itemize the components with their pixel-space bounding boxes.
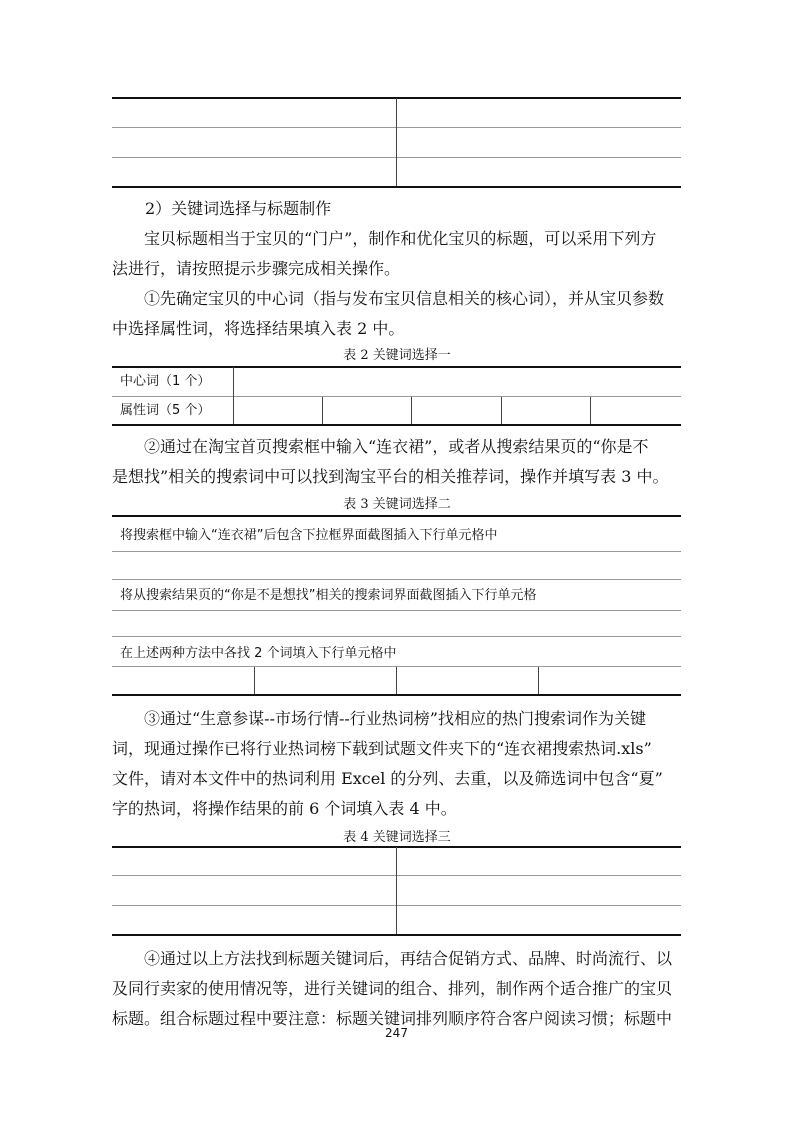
table3-row2-text: 将从搜索结果页的“你是不是想找”相关的搜索词界面截图插入下行单元格	[120, 588, 537, 603]
table3-cell-divider	[396, 667, 397, 694]
table2-label-divider	[233, 367, 234, 424]
table3-row1-text: 将搜索框中输入“连衣裙”后包含下拉框界面截图插入下行单元格中	[120, 528, 498, 543]
table3-row-rule	[112, 551, 681, 552]
step2-line-1: ②通过在淘宝首页搜索框中输入“连衣裙”，或者从搜索结果页的“你是不	[144, 437, 649, 456]
step3-line-2: 词，现通过操作已将行业热词榜下载到试题文件夹下的“连衣裙搜索热词.xls”	[112, 739, 652, 758]
top-table-bottom-rule	[112, 186, 681, 188]
table3-row-rule	[112, 579, 681, 580]
table3-cell-divider	[254, 667, 255, 694]
table4-bottom-rule	[112, 934, 681, 936]
table4-caption: 表 4 关键词选择三	[343, 830, 451, 845]
intro-line-2: 法进行，请按照提示步骤完成相关操作。	[112, 259, 401, 278]
table3-top-rule	[112, 515, 681, 517]
table2-cell-divider	[411, 397, 412, 424]
table4-column-divider	[396, 847, 397, 934]
table2-caption: 表 2 关键词选择一	[343, 348, 451, 363]
step4-line-3: 标题。组合标题过程中要注意：标题关键词排列顺序符合客户阅读习惯；标题中	[112, 1009, 673, 1028]
table2-cell-divider	[322, 397, 323, 424]
table2-bottom-rule	[112, 424, 681, 426]
table3-cell-divider	[538, 667, 539, 694]
table2-top-rule	[112, 366, 681, 368]
table3-row-rule	[112, 610, 681, 611]
table2-row-rule	[112, 396, 681, 397]
step4-line-1: ④通过以上方法找到标题关键词后，再结合促销方式、品牌、时尚流行、以	[144, 949, 673, 968]
section-heading: 2）关键词选择与标题制作	[145, 199, 332, 218]
page-number: 247	[385, 1026, 408, 1040]
step4-line-2: 及同行卖家的使用情况等，进行关键词的组合、排列，制作两个适合推广的宝贝	[112, 979, 673, 998]
intro-line-1: 宝贝标题相当于宝贝的“门户”，制作和优化宝贝的标题，可以采用下列方	[144, 229, 657, 248]
step3-line-4: 字的热词，将操作结果的前 6 个词填入表 4 中。	[112, 799, 457, 818]
table3-row3-text: 在上述两种方法中各找 2 个词填入下行单元格中	[120, 646, 397, 661]
step1-line-2: 中选择属性词，将选择结果填入表 2 中。	[112, 319, 405, 338]
table2-cell-divider	[590, 397, 591, 424]
table2-row2-label: 属性词（5 个）	[120, 403, 211, 418]
table3-caption: 表 3 关键词选择二	[343, 497, 451, 512]
table3-row-rule	[112, 636, 681, 637]
step3-line-1: ③通过“生意参谋--市场行情--行业热词榜”找相应的热门搜索词作为关键	[144, 709, 646, 728]
top-table-column-divider	[396, 98, 397, 186]
table3-bottom-rule	[112, 694, 681, 696]
step1-line-1: ①先确定宝贝的中心词（指与发布宝贝信息相关的核心词），并从宝贝参数	[144, 289, 665, 308]
table2-row1-label: 中心词（1 个）	[120, 374, 211, 389]
step3-line-3: 文件，请对本文件中的热词利用 Excel 的分列、去重，以及筛选词中包含“夏”	[112, 769, 663, 788]
table2-cell-divider	[501, 397, 502, 424]
step2-line-2: 是想找”相关的搜索词中可以找到淘宝平台的相关推荐词，操作并填写表 3 中。	[112, 467, 669, 486]
